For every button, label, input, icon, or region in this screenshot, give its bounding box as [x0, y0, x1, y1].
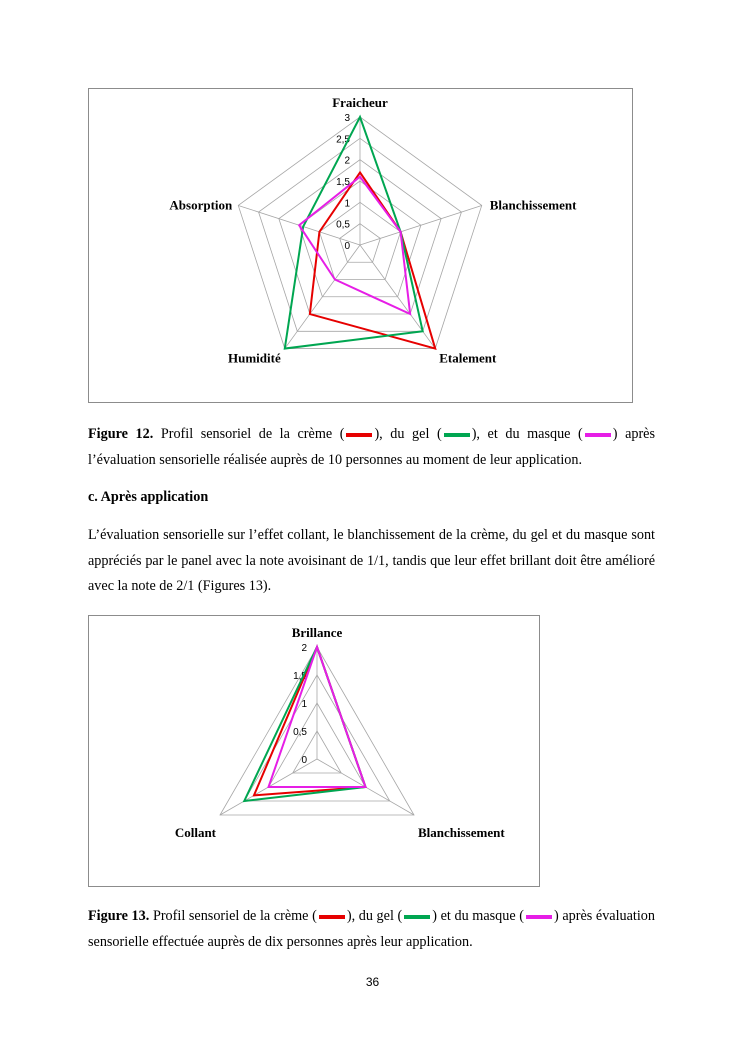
body-paragraph: L’évaluation sensorielle sur l’effet collant, le blanchissement de la crème, du gel et du masque sont appréciés par le panel avec la note avoisinant de 1/1, tandis que leur effet brillant doit être amélioré avec la note de 2/1 (Figures 13).: [88, 527, 655, 594]
caption-text: Profil sensoriel de la crème (: [160, 426, 345, 442]
caption-text: ) et du masque (: [432, 908, 524, 924]
axis-spoke: [360, 205, 482, 245]
figure-13-radar-chart: [88, 615, 540, 887]
caption-text: ), du gel (: [346, 908, 403, 924]
caption-text: ) après l’évaluation sensorielle réalisée auprès de 10 personnes au moment de leur application.: [88, 426, 655, 468]
gel-legend-swatch: [404, 915, 430, 919]
tick-label: 0,5: [293, 727, 307, 738]
axis-label: Blanchissement: [489, 197, 577, 213]
tick-label: 0,5: [336, 219, 350, 231]
caption-text: ), du gel (: [374, 426, 442, 442]
tick-label: 1,5: [336, 177, 350, 188]
radar-chart-svg: [89, 616, 539, 886]
tick-label: 0: [344, 241, 350, 252]
tick-label: 2,5: [336, 134, 350, 146]
tick-label: 2: [344, 155, 350, 167]
figure-12-caption: [88, 422, 655, 473]
tick-label: 1: [301, 699, 307, 710]
creme-legend-swatch: [346, 433, 372, 437]
caption-text: ), et du masque (: [471, 426, 583, 442]
caption-text: Profil sensoriel de la crème (: [152, 908, 317, 924]
axis-label: Collant: [174, 825, 217, 840]
tick-label: 1: [344, 198, 350, 210]
masque-legend-swatch: [585, 433, 611, 437]
creme-legend-swatch: [319, 915, 345, 919]
masque-series-line: [299, 177, 410, 314]
figure-13-caption: [88, 904, 655, 955]
tick-label: 0: [301, 755, 307, 766]
axis-label: Blanchissement: [417, 825, 505, 840]
tick-label: 2: [301, 643, 307, 654]
radar-chart-svg: [89, 89, 632, 402]
tick-label: 3: [344, 113, 350, 124]
tick-label: 1,5: [293, 671, 307, 682]
gel-legend-swatch: [444, 433, 470, 437]
figure-label: Figure 12.: [88, 426, 154, 442]
figure-12-radar-chart: [88, 88, 633, 403]
page-number: 36: [365, 975, 380, 989]
section-heading: c. Après application: [88, 489, 209, 505]
axis-label: Fraicheur: [332, 95, 388, 110]
masque-legend-swatch: [526, 915, 552, 919]
figure-label: Figure 13.: [88, 908, 150, 924]
axis-label: Humidité: [228, 350, 281, 366]
axis-label: Brillance: [291, 625, 343, 640]
axis-label: Etalement: [439, 350, 497, 366]
axis-label: Absorption: [169, 197, 233, 213]
caption-text: ) après évaluation sensorielle effectuée auprès de dix personnes après leur application.: [88, 908, 655, 950]
